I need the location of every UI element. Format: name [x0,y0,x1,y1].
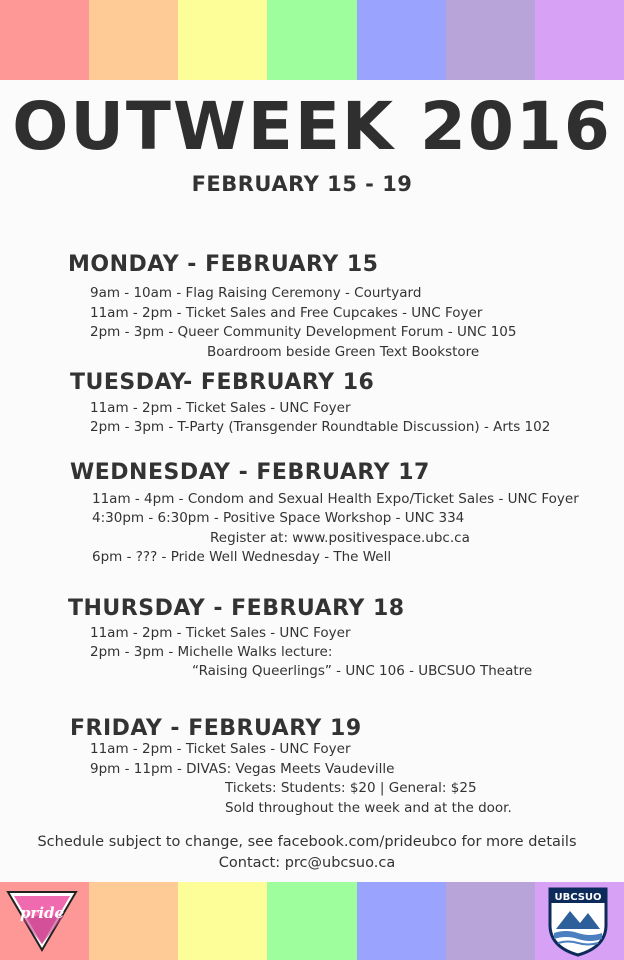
event-line: 2pm - 3pm - T-Party (Transgender Roundtable Discussion) - Arts 102 [90,419,551,435]
event-line: 6pm - ??? - Pride Well Wednesday - The Well [92,549,392,565]
footer-contact: Contact: prc@ubcsuo.ca [218,855,396,871]
stripe-lavender [446,882,535,960]
day-heading-friday: FRIDAY - FEBRUARY 19 [70,716,362,741]
stripe-lavender [446,0,535,80]
bottom-rainbow-band [0,882,624,960]
event-line: 9am - 10am - Flag Raising Ceremony - Courtyard [90,285,422,301]
event-line: Boardroom beside Green Text Bookstore [207,344,480,360]
footer-note: Schedule subject to change, see facebook.com/prideubco for more details [37,834,577,850]
stripe-yellow [178,882,267,960]
top-rainbow-band [0,0,624,80]
day-heading-wednesday: WEDNESDAY - FEBRUARY 17 [70,460,430,485]
poster-title: OUTWEEK 2016 [12,88,612,165]
stripe-blue [357,0,446,80]
event-line: Tickets: Students: $20 | General: $25 [225,780,477,796]
pride-logo [6,888,78,952]
event-line: 11am - 2pm - Ticket Sales - UNC Foyer [90,741,351,757]
stripe-blue [357,882,446,960]
stripe-green [267,882,356,960]
date-range: FEBRUARY 15 - 19 [191,172,413,196]
event-line: 11am - 2pm - Ticket Sales - UNC Foyer [90,400,351,416]
event-line: 11am - 2pm - Ticket Sales - UNC Foyer [90,625,351,641]
day-heading-tuesday: TUESDAY- FEBRUARY 16 [70,370,375,395]
event-line: 2pm - 3pm - Queer Community Development Forum - UNC 105 [90,324,517,340]
stripe-green [267,0,356,80]
ubcsuo-logo-text: UBCSUO [554,892,602,903]
day-heading-monday: MONDAY - FEBRUARY 15 [68,252,379,277]
pride-logo-text: pride [19,904,65,922]
stripe-orange [89,0,178,80]
stripe-yellow [178,0,267,80]
event-line: 11am - 2pm - Ticket Sales and Free Cupcakes - UNC Foyer [90,305,483,321]
event-line: 2pm - 3pm - Michelle Walks lecture: [90,644,333,660]
event-line: 4:30pm - 6:30pm - Positive Space Workshop - UNC 334 [92,510,465,526]
stripe-red [0,0,89,80]
event-line: “Raising Queerlings” - UNC 106 - UBCSUO Theatre [192,663,533,679]
event-line: Register at: www.positivespace.ubc.ca [210,530,470,546]
stripe-violet [535,0,624,80]
event-line: Sold throughout the week and at the door. [225,800,512,816]
event-line: 9pm - 11pm - DIVAS: Vegas Meets Vaudeville [90,761,395,777]
event-line: 11am - 4pm - Condom and Sexual Health Expo/Ticket Sales - UNC Foyer [92,491,579,507]
day-heading-thursday: THURSDAY - FEBRUARY 18 [68,596,405,621]
ubcsuo-logo [546,885,610,957]
stripe-orange [89,882,178,960]
